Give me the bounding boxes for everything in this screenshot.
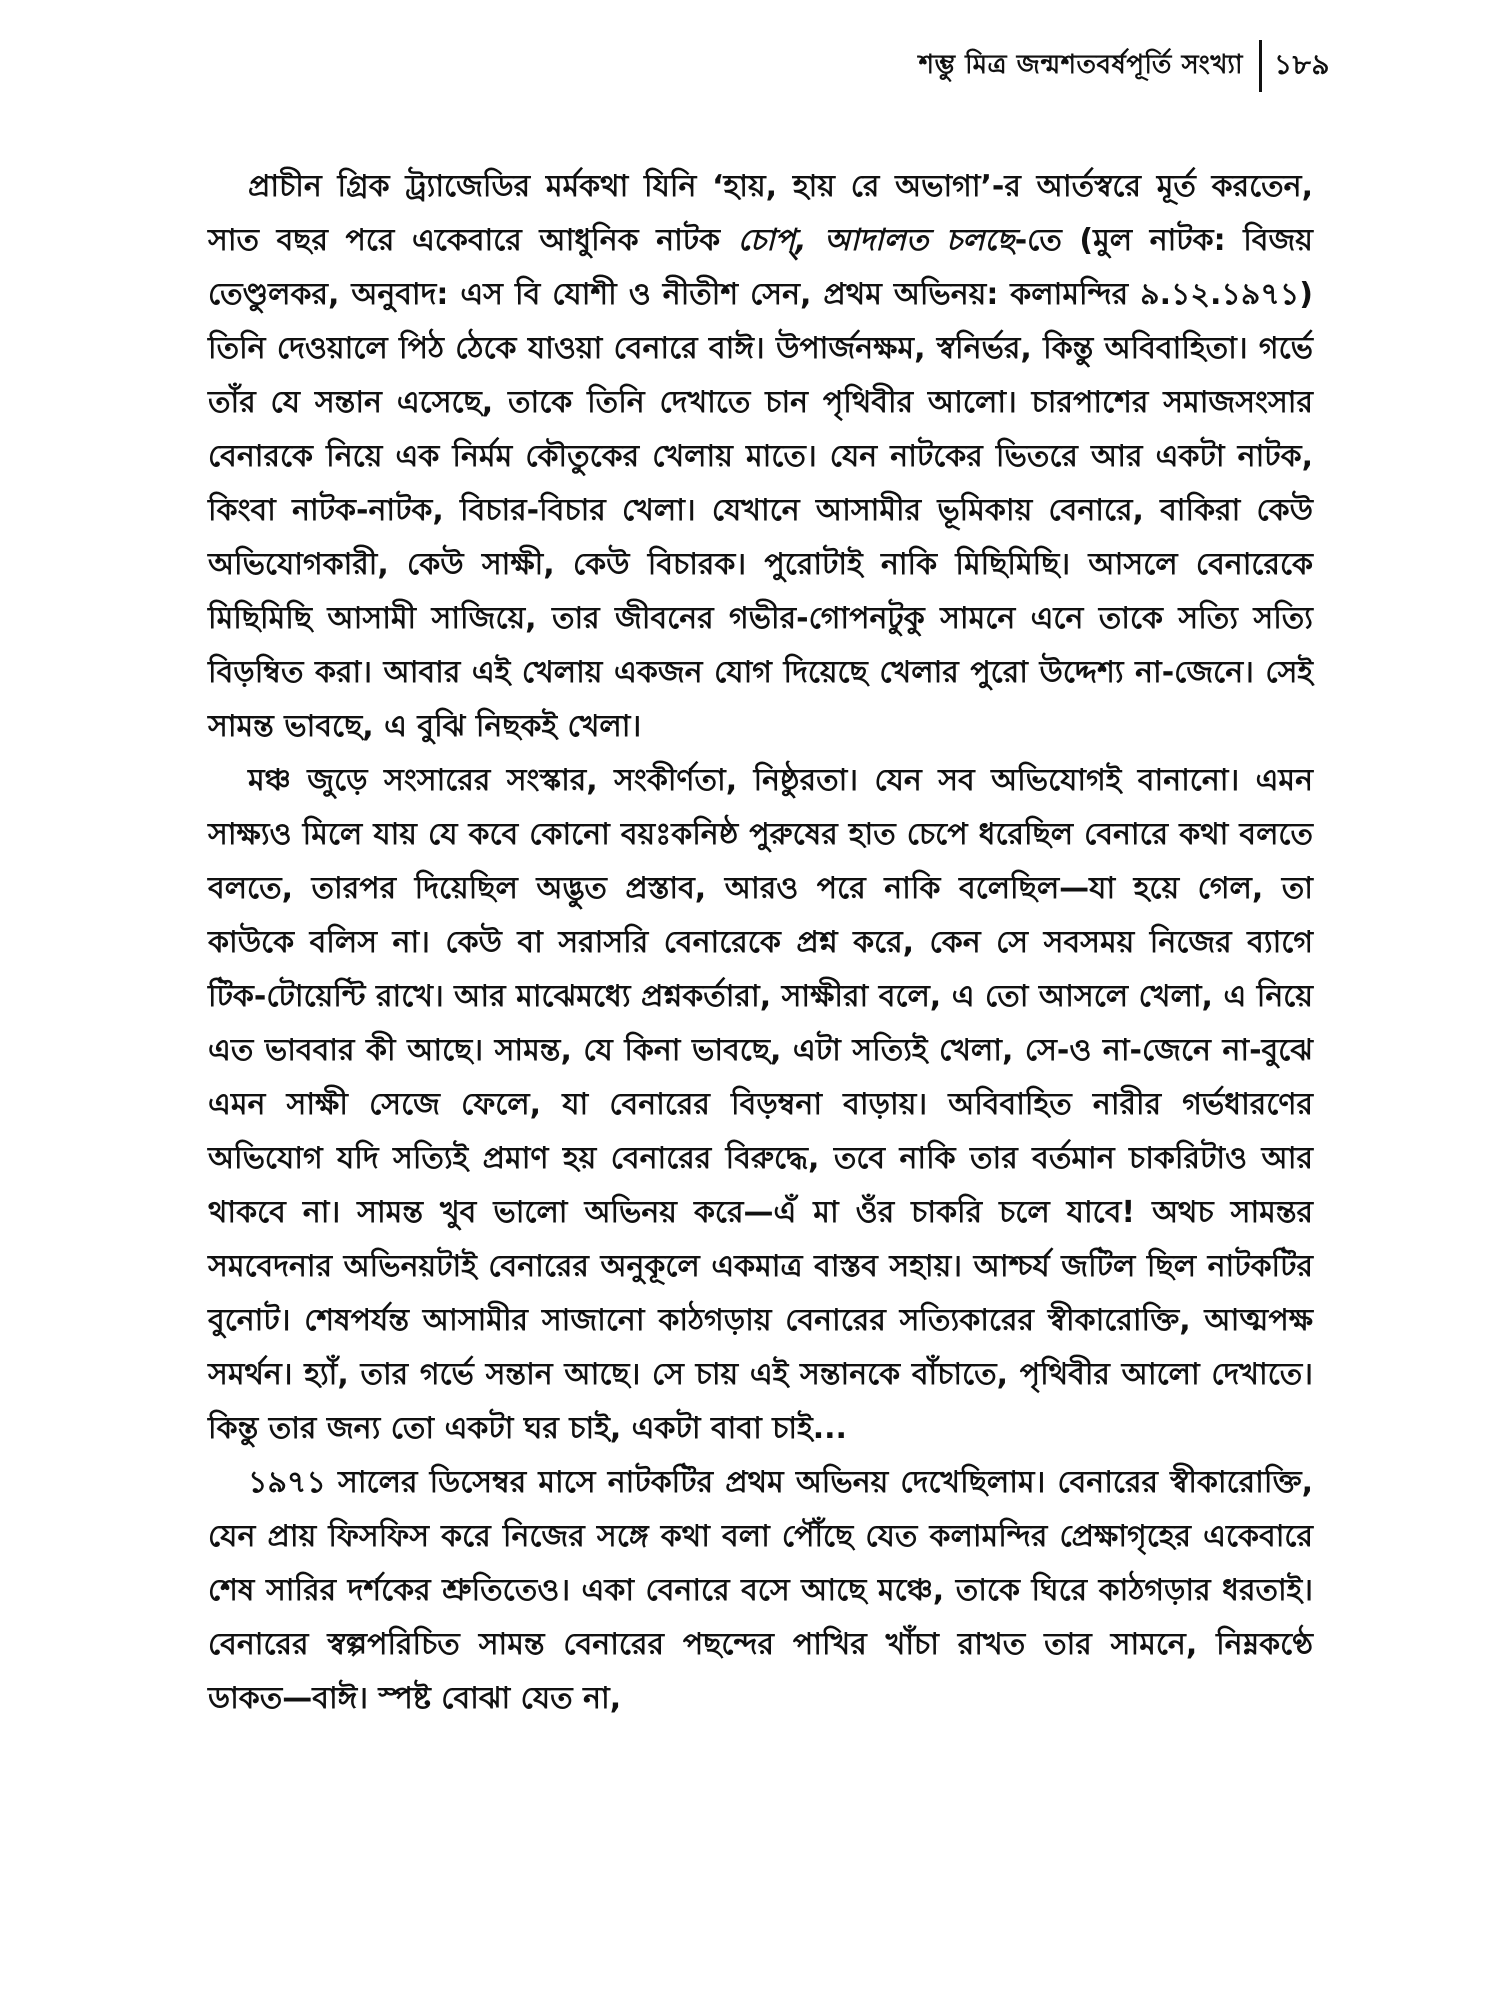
paragraph-1-rest: -তে (মুল নাটক: বিজয় তেণ্ডুলকর, অনুবাদ: এস বি যোশী ও নীতীশ সেন, প্রথম অভিনয়: কলামন্দির ৯.১২.১৯৭১) তিনি দেওয়ালে পিঠ ঠেকে যাওয়া বেনারে বাঈ। উপার্জনক্ষম, স্বনির্ভর, কিন্তু অবিবাহিতা। গর্ভে তাঁর যে সন্তান এসেছে, তাকে তিনি দেখাতে চান পৃথিবীর আলো। চারপাশের সমাজসংসার বেনারকে নিয়ে এক নির্মম কৌতুকের খেলায় মাতে। যেন নাটকের ভিতরে আর একটা নাটক, কিংবা নাটক-নাটক, বিচার-বিচার খেলা। যেখানে আসামীর ভূমিকায় বেনারে, বাকিরা কেউ অভিযোগকারী, কেউ সাক্ষী, কেউ বিচারক। পুরোটাই নাকি মিছিমিছি। আসলে বেনারেকে মিছিমিছি আসামী সাজিয়ে, তার জীবনের গভীর-গোপনটুকু সামনে এনে তাকে সত্যি সত্যি বিড়ম্বিত করা। আবার এই খেলায় একজন যোগ দিয়েছে খেলার পুরো উদ্দেশ্য না-জেনে। সেই সামন্ত ভাবছে, এ বুঝি নিছকই খেলা। [208, 223, 1313, 744]
header-title: শম্ভু মিত্র জন্মশতবর্ষপূর্তি সংখ্যা [918, 50, 1243, 80]
play-title: চোপ্‌, আদালত চলছে [737, 223, 1015, 258]
header-divider [1259, 40, 1262, 92]
paragraph-2: মঞ্চ জুড়ে সংসারের সংস্কার, সংকীর্ণতা, নিষ্ঠুরতা। যেন সব অভিযোগই বানানো। এমন সাক্ষ্যও মিলে যায় যে কবে কোনো বয়ঃকনিষ্ঠ পুরুষের হাত চেপে ধরেছিল বেনারে কথা বলতে বলতে, তারপর দিয়েছিল অদ্ভুত প্রস্তাব, আরও পরে নাকি বলেছিল—যা হয়ে গেল, তা কাউকে বলিস না। কেউ বা সরাসরি বেনারেকে প্রশ্ন করে, কেন সে সবসময় নিজের ব্যাগে টিক-টোয়েন্টি রাখে। আর মাঝেমধ্যে প্রশ্নকর্তারা, সাক্ষীরা বলে, এ তো আসলে খেলা, এ নিয়ে এত ভাববার কী আছে। সামন্ত, যে কিনা ভাবছে, এটা সত্যিই খেলা, সে-ও না-জেনে না-বুঝে এমন সাক্ষী সেজে ফেলে, যা বেনারের বিড়ম্বনা বাড়ায়। অবিবাহিত নারীর গর্ভধারণের অভিযোগ যদি সত্যিই প্রমাণ হয় বেনারের বিরুদ্ধে, তবে নাকি তার বর্তমান চাকরিটাও আর থাকবে না। সামন্ত খুব ভালো অভিনয় করে—এঁ মা ওঁর চাকরি চলে যাবে! অথচ সামন্তর সমবেদনার অভিনয়টাই বেনারের অনুকূলে একমাত্র বাস্তব সহায়। আশ্চর্য জটিল ছিল নাটকটির বুনোট। শেষপর্যন্ত আসামীর সাজানো কাঠগড়ায় বেনারের সত্যিকারের স্বীকারোক্তি, আত্মপক্ষ সমর্থন। হ্যাঁ, তার গর্ভে সন্তান আছে। সে চায় এই সন্তানকে বাঁচাতে, পৃথিবীর আলো দেখাতে। কিন্তু তার জন্য তো একটা ঘর চাই, একটা বাবা চাই... [208, 763, 1313, 1446]
body-text [208, 160, 1313, 1726]
paragraph-1 [208, 160, 1313, 754]
running-header [919, 40, 1330, 92]
page-number: ১৮৯ [1273, 47, 1330, 81]
paragraph-1-lead: প্রাচীন গ্রিক ট্র্যাজেডির মর্মকথা যিনি ‘হায়, হায় রে অভাগা’-র আর্তস্বরে মূর্ত করতেন, সাত বছর পরে একেবারে আধুনিক নাটক [208, 169, 1313, 258]
paragraph-3: ১৯৭১ সালের ডিসেম্বর মাসে নাটকটির প্রথম অভিনয় দেখেছিলাম। বেনারের স্বীকারোক্তি, যেন প্রায় ফিসফিস করে নিজের সঙ্গে কথা বলা পৌঁছে যেত কলামন্দির প্রেক্ষাগৃহের একেবারে শেষ সারির দর্শকের শ্রুতিতেও। একা বেনারে বসে আছে মঞ্চে, তাকে ঘিরে কাঠগড়ার ধরতাই। বেনারের স্বল্পপরিচিত সামন্ত বেনারের পছন্দের পাখির খাঁচা রাখত তার সামনে, নিম্নকণ্ঠে ডাকত—বাঈ। স্পষ্ট বোঝা যেত না, [208, 1465, 1313, 1716]
